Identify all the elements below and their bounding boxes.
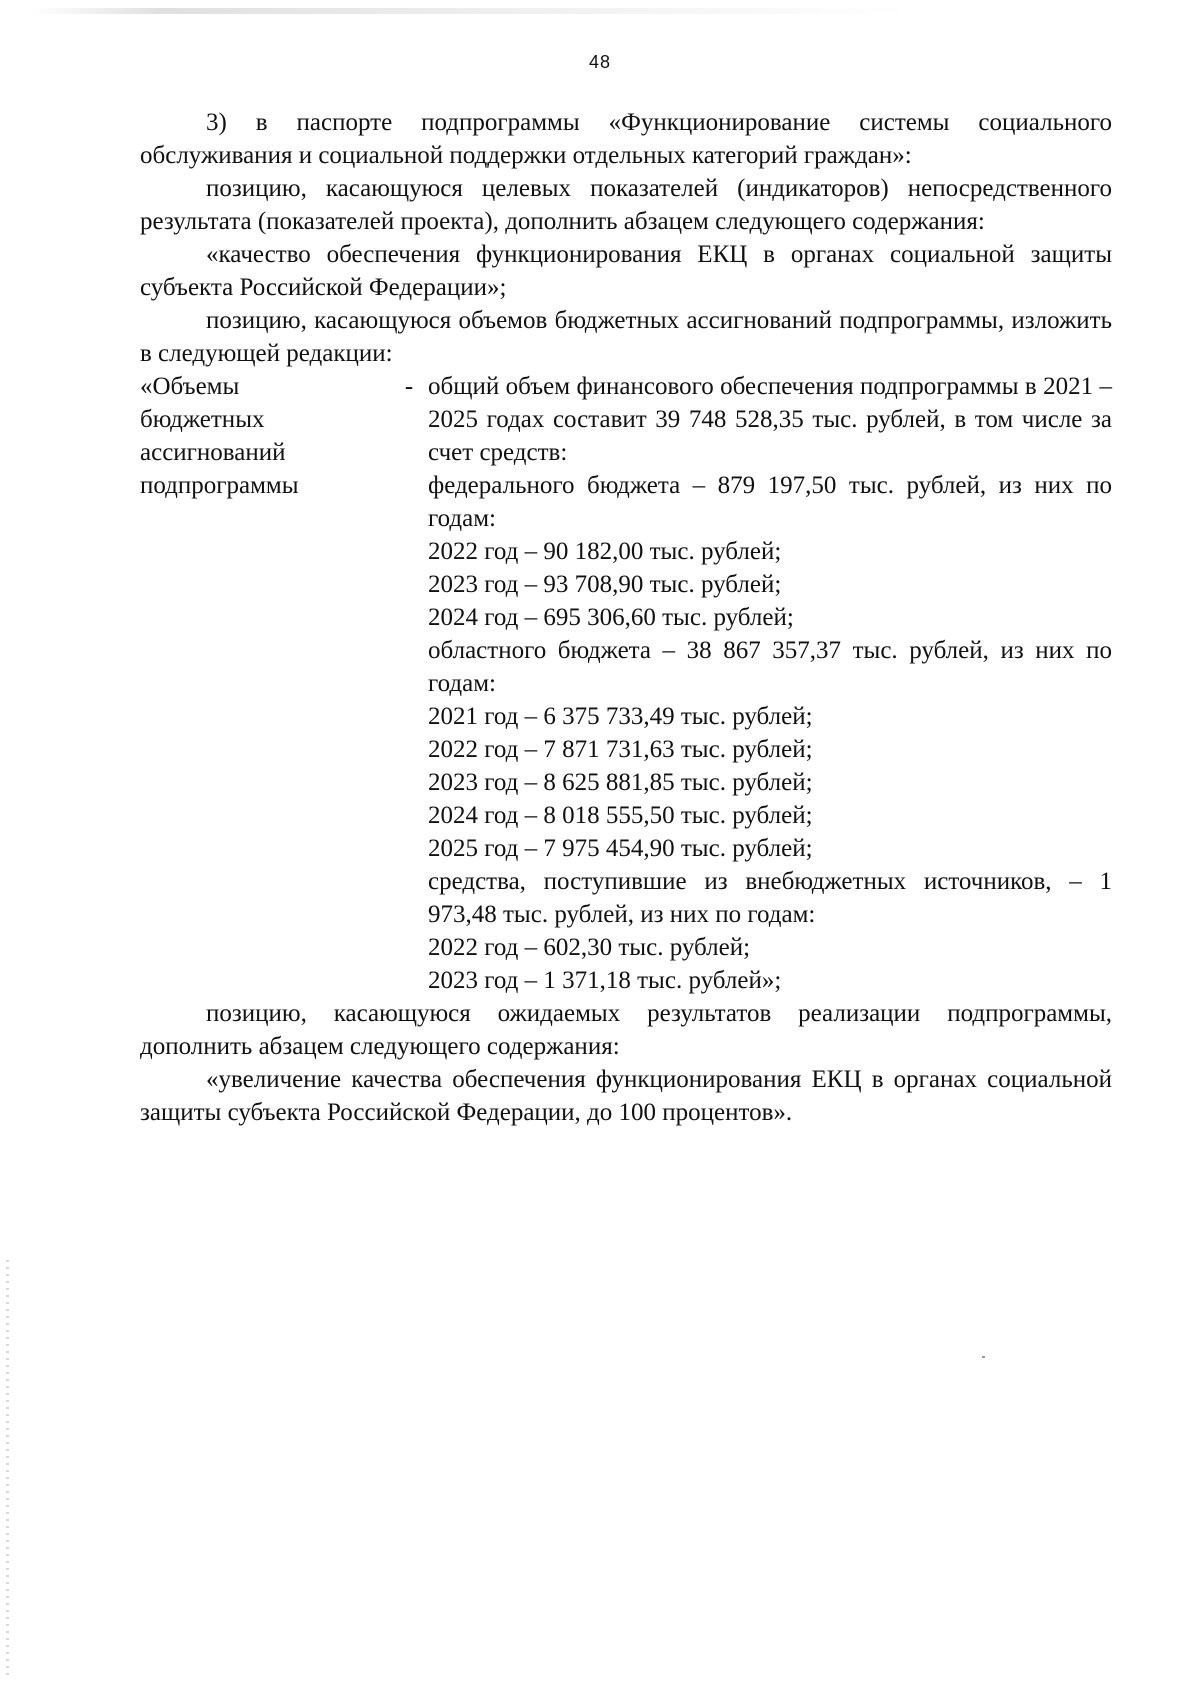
- value-extrabudget-2022: 2022 год – 602,30 тыс. рублей;: [428, 934, 751, 961]
- value-extrabudget: средства, поступившие из внебюджетных источников, – 1 973,48 тыс. рублей, из них по годам:: [428, 868, 1112, 928]
- paragraph-5: позицию, касающуюся ожидаемых результатов реализации подпрограммы, дополнить абзацем следующего содержания:: [140, 1000, 1112, 1060]
- paragraph-6: «увеличение качества обеспечения функционирования ЕКЦ в органах социальной защиты субъекта Российской Федерации, до 100 процентов».: [140, 1066, 1112, 1126]
- value-regional-2024: 2024 год – 8 018 555,50 тыс. рублей;: [428, 802, 813, 829]
- budget-table: [140, 370, 1112, 997]
- label-line-1: «Объемы: [140, 373, 240, 400]
- document-body: [140, 106, 1112, 1129]
- scan-artifact-left: [6, 1260, 9, 1680]
- value-regional: областного бюджета – 38 867 357,37 тыс. рублей, из них по годам:: [428, 637, 1112, 697]
- scan-artifact-top: [30, 8, 910, 14]
- value-regional-2022: 2022 год – 7 871 731,63 тыс. рублей;: [428, 736, 813, 763]
- value-regional-2023: 2023 год – 8 625 881,85 тыс. рублей;: [428, 769, 813, 796]
- value-regional-2021: 2021 год – 6 375 733,49 тыс. рублей;: [428, 703, 813, 730]
- paragraph-4: позицию, касающуюся объемов бюджетных ассигнований подпрограммы, изложить в следующей редакции:: [140, 307, 1112, 367]
- paragraph-2: позицию, касающуюся целевых показателей (индикаторов) непосредственного результата (показателей проекта), дополнить абзацем следующего содержания:: [140, 175, 1112, 235]
- budget-table-dash: -: [404, 373, 414, 400]
- paragraph-3: «качество обеспечения функционирования ЕКЦ в органах социальной защиты субъекта Российской Федерации»;: [140, 241, 1112, 301]
- value-total: общий объем финансового обеспечения подпрограммы в 2021 – 2025 годах составит 39 748 528,35 тыс. рублей, в том числе за счет средств:: [428, 373, 1112, 466]
- value-federal: федерального бюджета – 879 197,50 тыс. рублей, из них по годам:: [428, 472, 1112, 532]
- label-line-2: бюджетных: [140, 406, 265, 433]
- value-federal-2024: 2024 год – 695 306,60 тыс. рублей;: [428, 604, 794, 631]
- page-number: 48: [588, 52, 612, 72]
- budget-table-label: [140, 370, 390, 997]
- paragraph-1: 3) в паспорте подпрограммы «Функционирование системы социального обслуживания и социальной поддержки отдельных категорий граждан»:: [140, 109, 1112, 169]
- value-regional-2025: 2025 год – 7 975 454,90 тыс. рублей;: [428, 835, 813, 862]
- budget-table-values: [428, 370, 1112, 997]
- scan-speck: [982, 1356, 985, 1358]
- value-federal-2022: 2022 год – 90 182,00 тыс. рублей;: [428, 538, 782, 565]
- label-line-3: ассигнований: [140, 439, 286, 466]
- label-line-4: подпрограммы: [140, 472, 299, 499]
- value-federal-2023: 2023 год – 93 708,90 тыс. рублей;: [428, 571, 782, 598]
- value-extrabudget-2023: 2023 год – 1 371,18 тыс. рублей»;: [428, 967, 782, 994]
